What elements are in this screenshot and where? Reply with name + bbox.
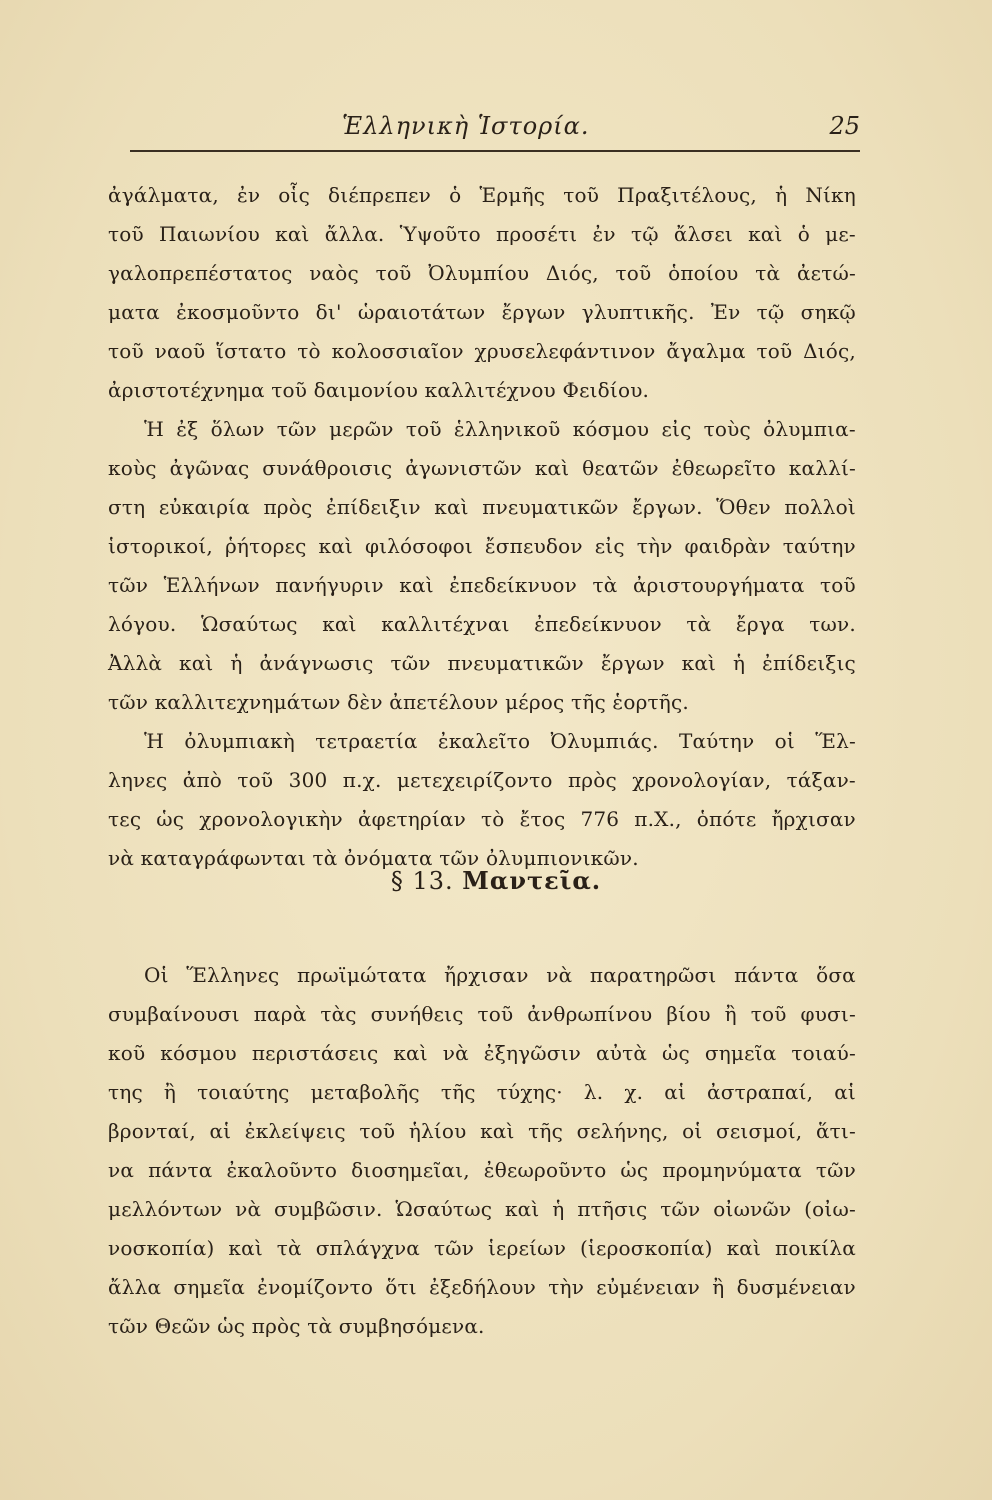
text-line: τῶν Ἑλλήνων πανήγυριν καὶ ἐπεδείκνυον τὰ ἀριστουργήματα τοῦ xyxy=(108,573,856,597)
page-header xyxy=(130,108,860,148)
page-number: 25 xyxy=(829,112,860,140)
text-line: συμβαίνουσι παρὰ τὰς συνήθεις τοῦ ἀνθρωπίνου βίου ἢ τοῦ φυσι- xyxy=(108,1002,856,1026)
text-line: κοὺς ἀγῶνας συνάθροισις ἀγωνιστῶν καὶ θεατῶν ἐθεωρεῖτο καλλί- xyxy=(108,456,856,480)
text-line: τῶν Θεῶν ὡς πρὸς τὰ συμβησόμενα. xyxy=(108,1314,485,1338)
text-line: μελλόντων νὰ συμβῶσιν. Ὡσαύτως καὶ ἡ πτῆσις τῶν οἰωνῶν (οἰω- xyxy=(108,1197,856,1221)
text-line: τες ὡς χρονολογικὴν ἀφετηρίαν τὸ ἔτος 776 π.Χ., ὁπότε ἤρχισαν xyxy=(108,807,856,831)
text-line: Οἱ Ἕλληνες πρωϊμώτατα ἤρχισαν νὰ παρατηρῶσι πάντα ὅσα xyxy=(144,963,856,987)
section-heading xyxy=(0,866,992,895)
text-line: ἱστορικοί, ῥήτορες καὶ φιλόσοφοι ἔσπευδον εἰς τὴν φαιδρὰν ταύτην xyxy=(108,534,856,558)
text-line: τοῦ ναοῦ ἵστατο τὸ κολοσσιαῖον χρυσελεφάντινον ἄγαλμα τοῦ Διός, xyxy=(108,339,856,363)
section-title: Μαντεῖα. xyxy=(462,866,602,895)
text-line: τῶν καλλιτεχνημάτων δὲν ἀπετέλουν μέρος τῆς ἑορτῆς. xyxy=(108,690,689,714)
text-line: κοῦ κόσμου περιστάσεις καὶ νὰ ἐξηγῶσιν αὐτὰ ὡς σημεῖα τοιαύ- xyxy=(108,1041,856,1065)
section-13-text xyxy=(108,956,856,1346)
running-head: Ἑλληνικὴ Ἱστορία. xyxy=(342,112,590,140)
text-line: ἀγάλματα, ἐν οἷς διέπρεπεν ὁ Ἑρμῆς τοῦ Πραξιτέλους, ἡ Νίκη xyxy=(108,183,856,207)
header-rule xyxy=(130,150,860,152)
text-line: γαλοπρεπέστατος ναὸς τοῦ Ὀλυμπίου Διός, τοῦ ὁποίου τὰ ἀετώ- xyxy=(108,261,856,285)
text-line: στη εὐκαιρία πρὸς ἐπίδειξιν καὶ πνευματικῶν ἔργων. Ὅθεν πολλοὶ xyxy=(108,495,856,519)
text-line: βρονταί, αἱ ἐκλείψεις τοῦ ἡλίου καὶ τῆς σελήνης, οἱ σεισμοί, ἅτι- xyxy=(108,1119,856,1143)
text-line: ματα ἐκοσμοῦντο δι' ὡραιοτάτων ἔργων γλυπτικῆς. Ἐν τῷ σηκῷ xyxy=(108,300,856,324)
section-number: § 13. xyxy=(390,867,454,895)
text-line: ἄλλα σημεῖα ἐνομίζοντο ὅτι ἐξεδήλουν τὴν εὐμένειαν ἢ δυσμένειαν xyxy=(108,1275,856,1299)
text-line: νοσκοπία) καὶ τὰ σπλάγχνα τῶν ἱερείων (ἱεροσκοπία) καὶ ποικίλα xyxy=(108,1236,856,1260)
text-line: Ἡ ὀλυμπιακὴ τετραετία ἐκαλεῖτο Ὀλυμπιάς. Ταύτην οἱ Ἕλ- xyxy=(144,729,856,753)
text-line: λόγου. Ὡσαύτως καὶ καλλιτέχναι ἐπεδείκνυον τὰ ἔργα των. xyxy=(108,612,856,636)
text-line: να πάντα ἐκαλοῦντο διοσημεῖαι, ἐθεωροῦντο ὡς προμηνύματα τῶν xyxy=(108,1158,856,1182)
text-line: τοῦ Παιωνίου καὶ ἄλλα. Ὑψοῦτο προσέτι ἐν τῷ ἄλσει καὶ ὁ με- xyxy=(108,222,856,246)
text-line: Ἀλλὰ καὶ ἡ ἀνάγνωσις τῶν πνευματικῶν ἔργων καὶ ἡ ἐπίδειξις xyxy=(108,651,856,675)
text-line: ληνες ἀπὸ τοῦ 300 π.χ. μετεχειρίζοντο πρὸς χρονολογίαν, τάξαν- xyxy=(108,768,856,792)
text-line: Ἡ ἐξ ὅλων τῶν μερῶν τοῦ ἑλληνικοῦ κόσμου εἰς τοὺς ὀλυμπια- xyxy=(144,417,856,441)
text-line: ἀριστοτέχνημα τοῦ δαιμονίου καλλιτέχνου Φειδίου. xyxy=(108,378,650,402)
text-line: της ἢ τοιαύτης μεταβολῆς τῆς τύχης· λ. χ. αἱ ἀστραπαί, αἱ xyxy=(108,1080,856,1104)
text-line: νὰ καταγράφωνται τὰ ὀνόματα τῶν ὀλυμπιονικῶν. xyxy=(108,846,639,870)
section-12-text xyxy=(108,176,856,878)
